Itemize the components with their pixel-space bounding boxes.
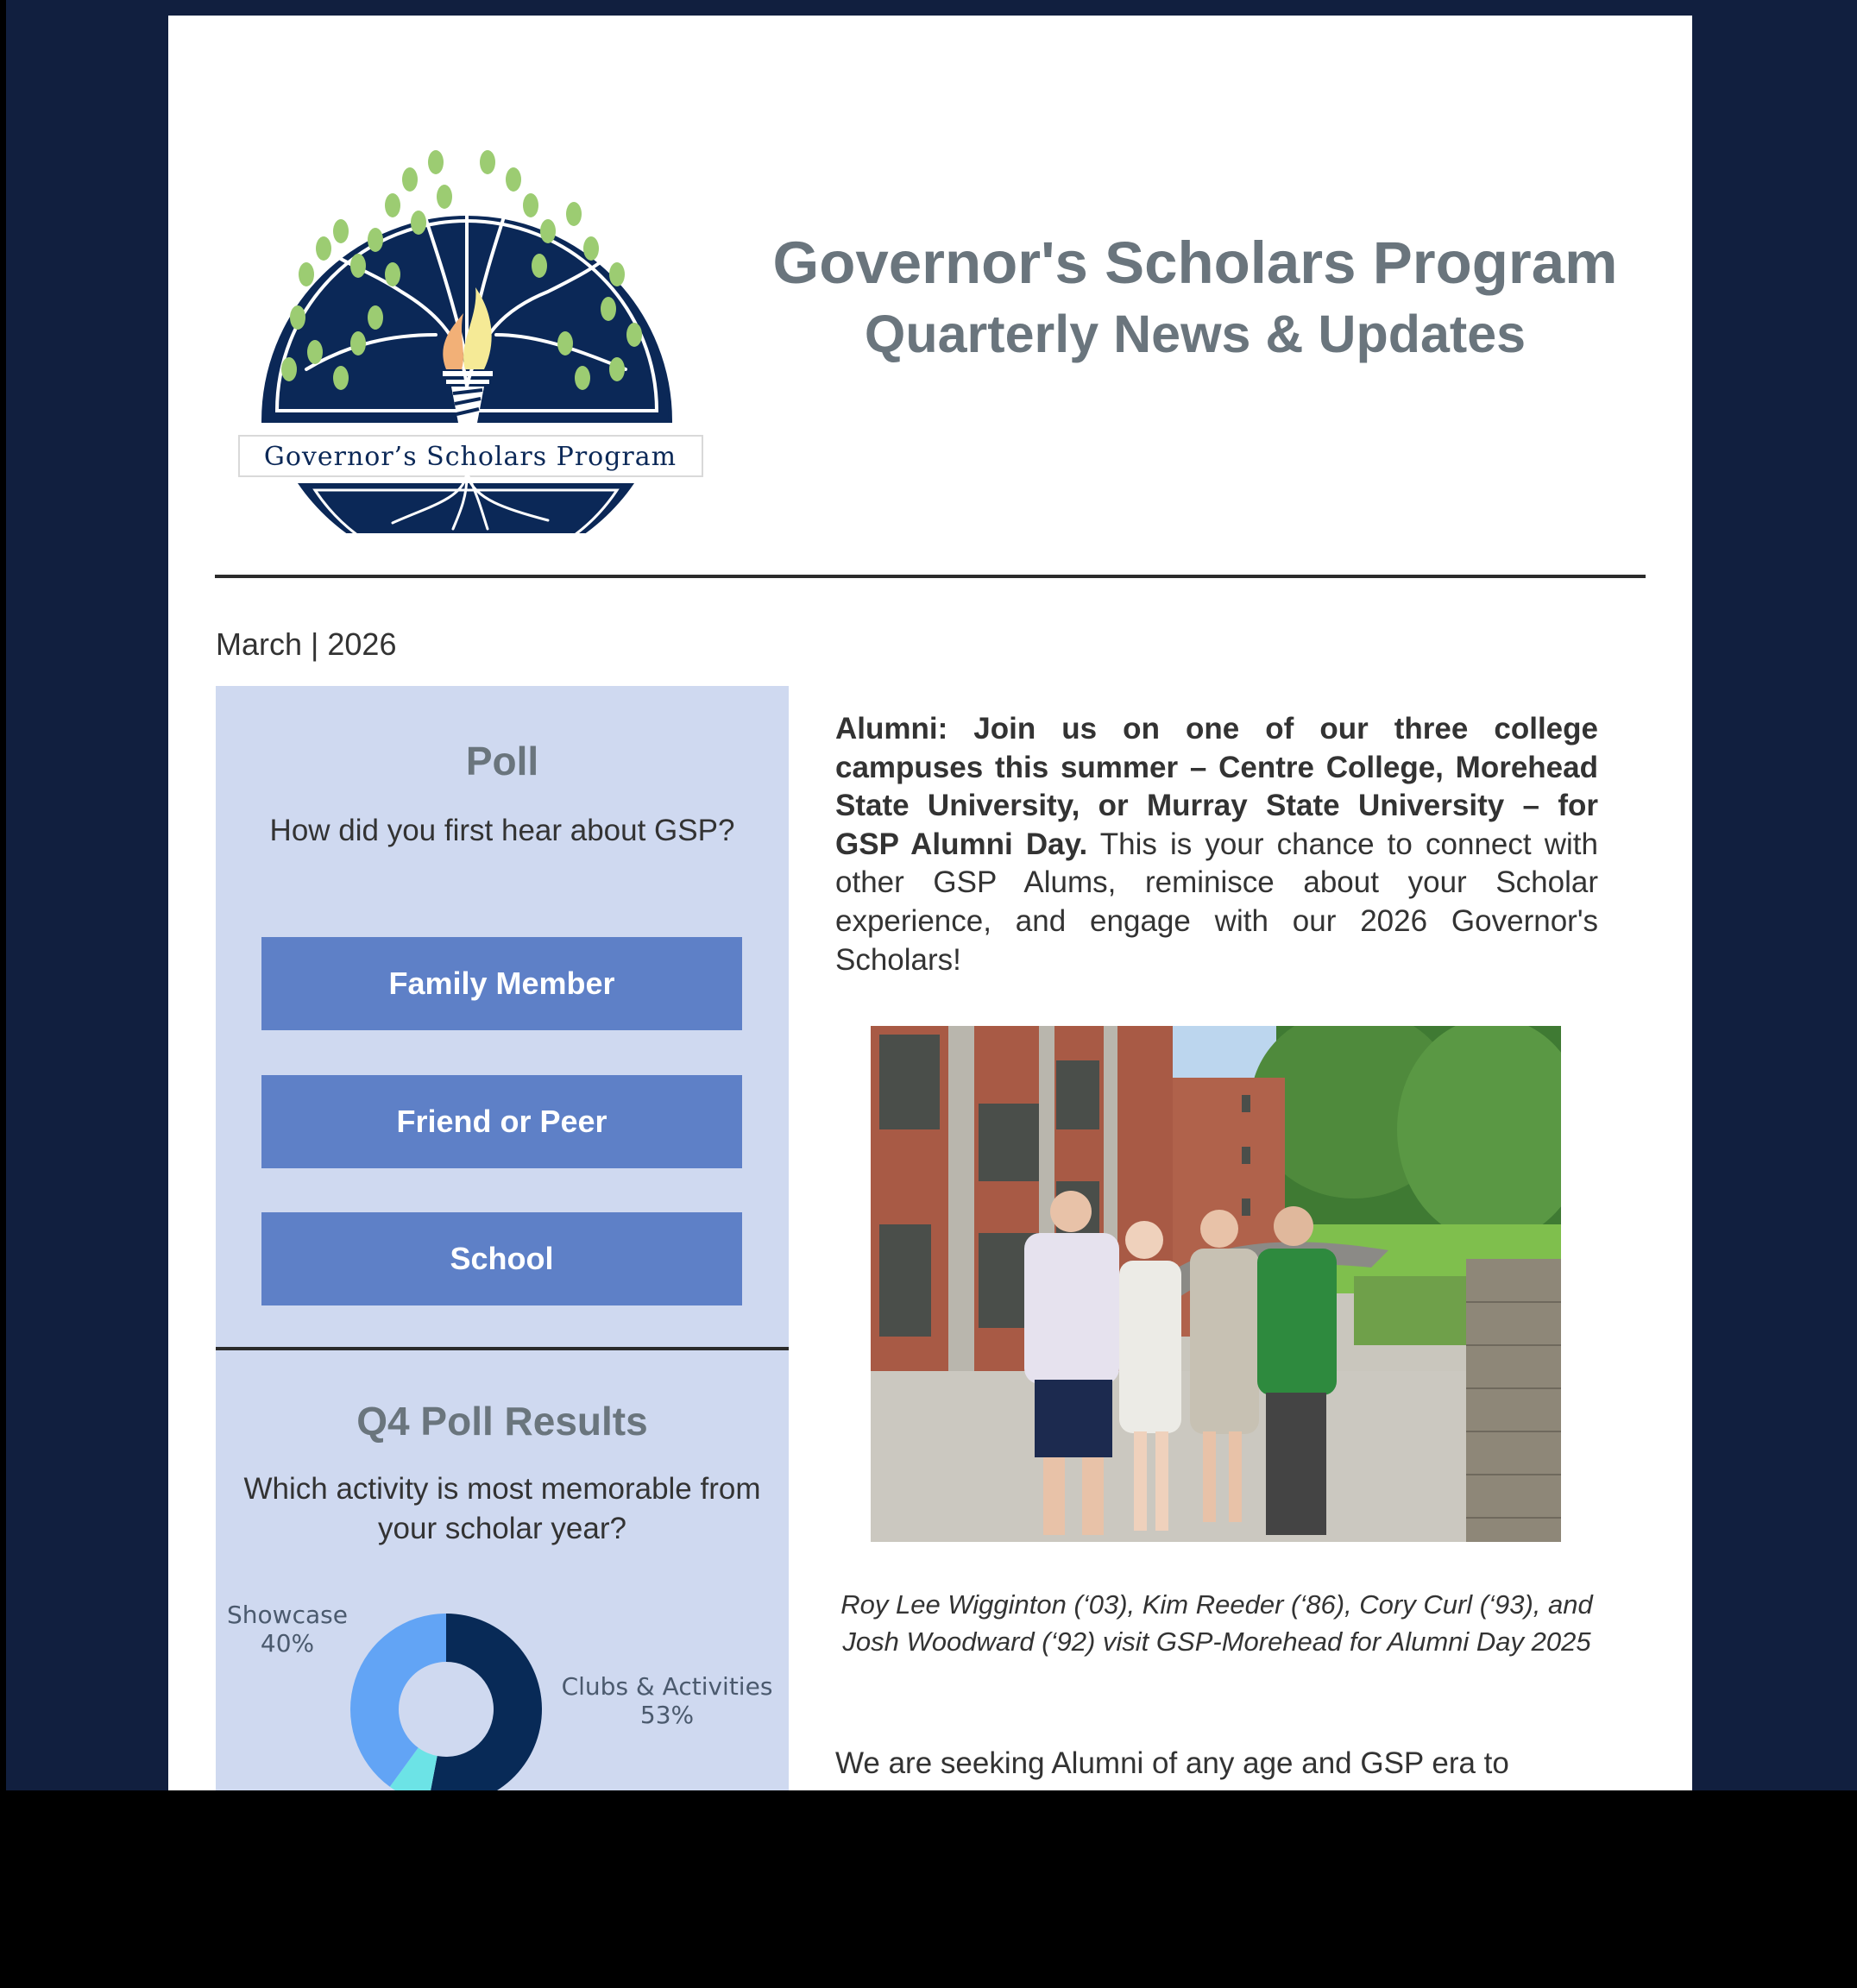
header-divider <box>215 575 1646 578</box>
article-intro <box>835 710 1598 979</box>
chart-label-showcase <box>223 1601 352 1658</box>
newsletter-sheet <box>168 16 1692 1790</box>
photo-caption: Roy Lee Wigginton (‘03), Kim Reeder (‘86), Cory Curl (‘93), and Josh Woodward (‘92) visit GSP-Morehead for Alumni Day 2025 <box>840 1589 1593 1657</box>
q4-results-question: Which activity is most memorable from your scholar year? <box>243 1472 761 1545</box>
alumni-day-photo <box>871 1026 1561 1542</box>
article-intro-rest: This is your chance to connect with other GSP Alums, reminisce about your Scholar experience, and engage with our 2026 Governor's Scholars! <box>835 827 1598 977</box>
article-intro-bold: Alumni: Join us on one of our three college campuses this summer – Centre College, Morehead State University, or Murray State University – for GSP Alumni Day. <box>835 712 1598 861</box>
label-pct: 40% <box>260 1629 315 1658</box>
poll-option-label: Friend or Peer <box>396 1104 607 1139</box>
chart-label-clubs <box>551 1672 784 1729</box>
newsletter-subtitle: Quarterly News & Updates <box>864 305 1527 363</box>
article-intro-text <box>835 710 1598 979</box>
label-name: Showcase <box>227 1601 348 1629</box>
label-pct: 53% <box>639 1701 695 1729</box>
newsletter-title: Governor's Scholars Program <box>772 230 1618 296</box>
poll-option-family-member[interactable] <box>261 937 742 1030</box>
article-body: We are seeking Alumni of any age and GSP era to <box>835 1746 1509 1780</box>
poll-option-school[interactable] <box>261 1212 742 1305</box>
label-name: Clubs & Activities <box>561 1672 773 1701</box>
poll-panel <box>216 686 789 1790</box>
gsp-logo <box>220 119 703 533</box>
q4-donut-chart <box>347 1610 545 1790</box>
q4-results-title: Q4 Poll Results <box>356 1399 648 1444</box>
poll-option-label: Family Member <box>388 966 615 1001</box>
poll-title: Poll <box>465 739 539 783</box>
poll-option-label: School <box>450 1241 554 1276</box>
poll-option-friend-or-peer[interactable] <box>261 1075 742 1168</box>
svg-text:Governor’s Scholars Program: Governor’s Scholars Program <box>263 442 677 472</box>
issue-date: March | 2026 <box>216 626 397 662</box>
poll-question: How did you first hear about GSP? <box>269 814 735 847</box>
poll-divider <box>216 1347 789 1350</box>
newsletter-title-block <box>721 227 1670 368</box>
